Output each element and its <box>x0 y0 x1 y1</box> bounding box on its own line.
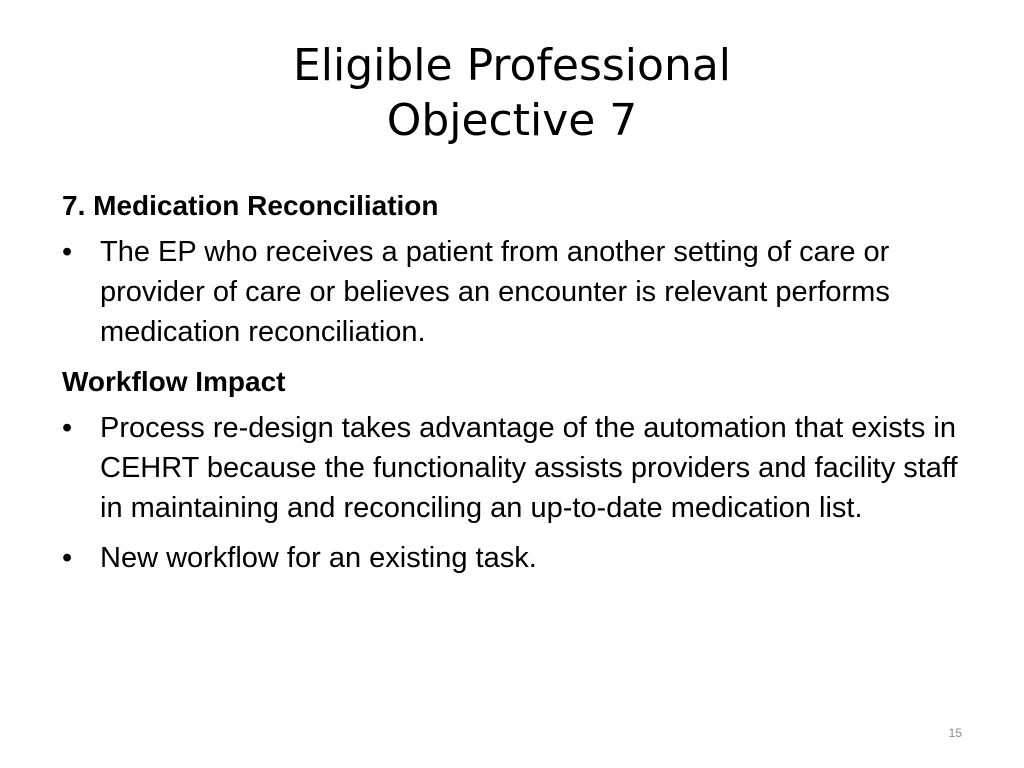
bullet-icon: • <box>62 412 73 444</box>
slide-body <box>62 186 962 588</box>
bullet-item <box>62 232 962 352</box>
bullet-icon: • <box>62 236 73 268</box>
page-number: 15 <box>948 726 962 740</box>
bullet-text: The EP who receives a patient from another setting of care or provider of care or believes an encounter is relevant performs medication reconciliation. <box>100 236 890 348</box>
bullet-icon: • <box>62 542 73 574</box>
slide-title <box>0 38 1024 148</box>
bullet-text: Process re-design takes advantage of the automation that exists in CEHRT because the functionality assists providers and facility staff in maintaining and reconciling an up-to-date medication list. <box>100 412 958 524</box>
title-line-1: Eligible Professional <box>292 40 732 91</box>
bullet-text: New workflow for an existing task. <box>100 542 537 574</box>
section-heading-workflow-impact: Workflow Impact <box>62 366 286 397</box>
section-heading-medication-reconciliation: 7. Medication Reconciliation <box>62 190 439 221</box>
title-line-2: Objective 7 <box>386 95 638 146</box>
bullet-item <box>62 408 962 528</box>
bullet-item <box>62 538 962 578</box>
